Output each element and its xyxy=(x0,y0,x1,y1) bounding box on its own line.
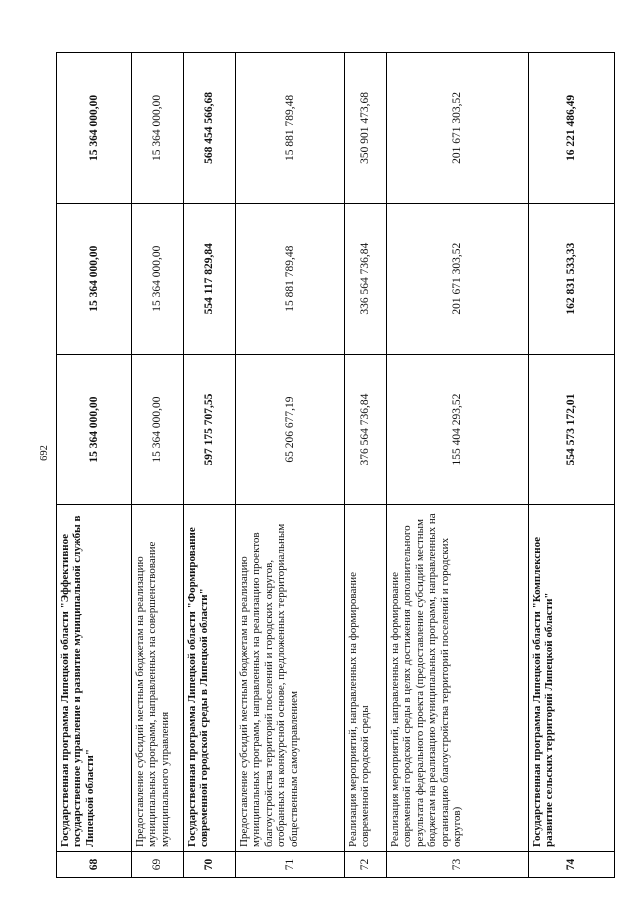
value-col-3: 16 221 486,49 xyxy=(529,52,614,203)
row-name: Предоставление субсидий местным бюджетам на реализацию муниципальных программ, направленных на совершенствование муниципального управления xyxy=(132,504,183,851)
value-col-2: 15 881 789,48 xyxy=(236,203,344,354)
value-col-2: 201 671 303,52 xyxy=(387,203,528,354)
table-row xyxy=(184,52,236,877)
row-number: 70 xyxy=(184,851,235,877)
row-name: Предоставление субсидий местным бюджетам на реализацию муниципальных программ, направленных на реализацию проектов благоустройства территорий поселений и городских округов, отобранных на конкурсной основе, предложенных территориальным общественным самоуправлением xyxy=(236,504,344,851)
row-name: Государственная программа Липецкой области "Комплексное развитие сельских территорий Липецкой области" xyxy=(529,504,614,851)
page-number: 692 xyxy=(39,445,50,461)
row-name: Реализация мероприятий, направленных на формирование современной городской среды xyxy=(345,504,386,851)
rotated-budget-table xyxy=(56,52,615,878)
value-col-3: 350 901 473,68 xyxy=(345,52,386,203)
row-name: Реализация мероприятий, направленных на формирование современной городской среды в целях достижения дополнительного результата федерального проекта (предоставление субсидий местным бюджетам на реализацию муниципальных программ, направленных на организацию благоустройства территорий поселений и городских округов) xyxy=(387,504,528,851)
row-number: 74 xyxy=(529,851,614,877)
value-col-2: 336 564 736,84 xyxy=(345,203,386,354)
table-row xyxy=(345,52,387,877)
row-number: 71 xyxy=(236,851,344,877)
value-col-1: 65 206 677,19 xyxy=(236,354,344,505)
value-col-3: 201 671 303,52 xyxy=(387,52,528,203)
value-col-1: 15 364 000,00 xyxy=(57,354,131,505)
table-row xyxy=(132,52,184,877)
table-row xyxy=(57,52,132,877)
value-col-2: 162 831 533,33 xyxy=(529,203,614,354)
value-col-1: 155 404 293,52 xyxy=(387,354,528,505)
value-col-1: 376 564 736,84 xyxy=(345,354,386,505)
row-name: Государственная программа Липецкой области "Эффективное государственное управление и развитие муниципальной службы в Липецкой области" xyxy=(57,504,131,851)
row-number: 72 xyxy=(345,851,386,877)
value-col-3: 568 454 566,68 xyxy=(184,52,235,203)
value-col-2: 554 117 829,84 xyxy=(184,203,235,354)
value-col-3: 15 364 000,00 xyxy=(132,52,183,203)
row-number: 73 xyxy=(387,851,528,877)
row-number: 69 xyxy=(132,851,183,877)
table-row xyxy=(387,52,529,877)
value-col-2: 15 364 000,00 xyxy=(132,203,183,354)
value-col-1: 554 573 172,01 xyxy=(529,354,614,505)
value-col-2: 15 364 000,00 xyxy=(57,203,131,354)
row-number: 68 xyxy=(57,851,131,877)
row-name: Государственная программа Липецкой области "Формирование современной городской среды в Липецкой области" xyxy=(184,504,235,851)
value-col-1: 597 175 707,55 xyxy=(184,354,235,505)
value-col-1: 15 364 000,00 xyxy=(132,354,183,505)
value-col-3: 15 881 789,48 xyxy=(236,52,344,203)
budget-table xyxy=(56,52,615,878)
value-col-3: 15 364 000,00 xyxy=(57,52,131,203)
table-row xyxy=(529,52,615,877)
table-row xyxy=(236,52,345,877)
